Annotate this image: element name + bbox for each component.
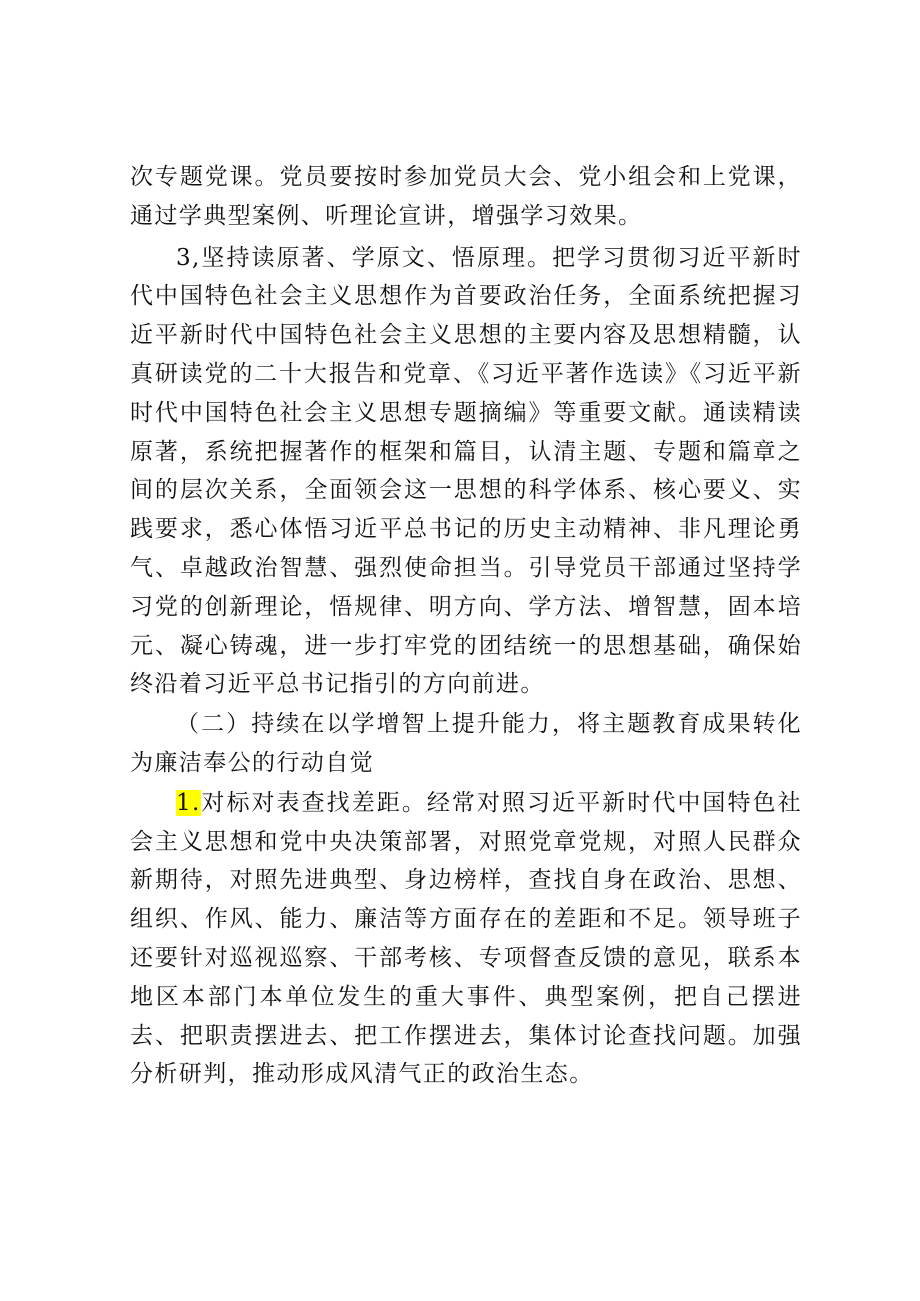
paragraph-item-1-text: 对标对表查找差距。经常对照习近平新时代中国特色社会主义思想和党中央决策部署，对照党章党规，对照人民群众新期待，对照先进典型、身边榜样，查找自身在政治、思想、组织、作风、能力、廉洁等方面存在的差距和不足。领导班子还要针对巡视巡察、干部考核、专项督查反馈的意见，联系本地区本部门本单位发生的重大事件、典型案例，把自己摆进去、把职责摆进去、把工作摆进去，集体讨论查找问题。加强分析研判，推动形成风清气正的政治生态。 (130, 789, 802, 1088)
document-page (130, 158, 802, 1094)
paragraph-item-3: 3,坚持读原著、学原文、悟原理。把学习贯彻习近平新时代中国特色社会主义思想作为首要政治任务，全面系统把握习近平新时代中国特色社会主义思想的主要内容及思想精髓，认真研读党的二十大报告和党章、《习近平著作选读》《习近平新时代中国特色社会主义思想专题摘编》等重要文献。通读精读原著，系统把握著作的框架和篇目，认清主题、专题和篇章之间的层次关系，全面领会这一思想的科学体系、核心要义、实践要求，悉心体悟习近平总书记的历史主动精神、非凡理论勇气、卓越政治智慧、强烈使命担当。引导党员干部通过坚持学习党的创新理论，悟规律、明方向、学方法、增智慧，固本培元、凝心铸魂，进一步打牢党的团结统一的思想基础，确保始终沿着习近平总书记指引的方向前进。 (130, 244, 802, 698)
section-heading-2: （二）持续在以学增智上提升能力，将主题教育成果转化为廉洁奉公的行动自觉 (130, 711, 802, 776)
paragraph-continuation: 次专题党课。党员要按时参加党员大会、党小组会和上党课，通过学典型案例、听理论宣讲，增强学习效果。 (130, 164, 802, 229)
paragraph-item-1 (130, 784, 802, 1094)
highlighted-item-number: 1. (176, 789, 201, 816)
